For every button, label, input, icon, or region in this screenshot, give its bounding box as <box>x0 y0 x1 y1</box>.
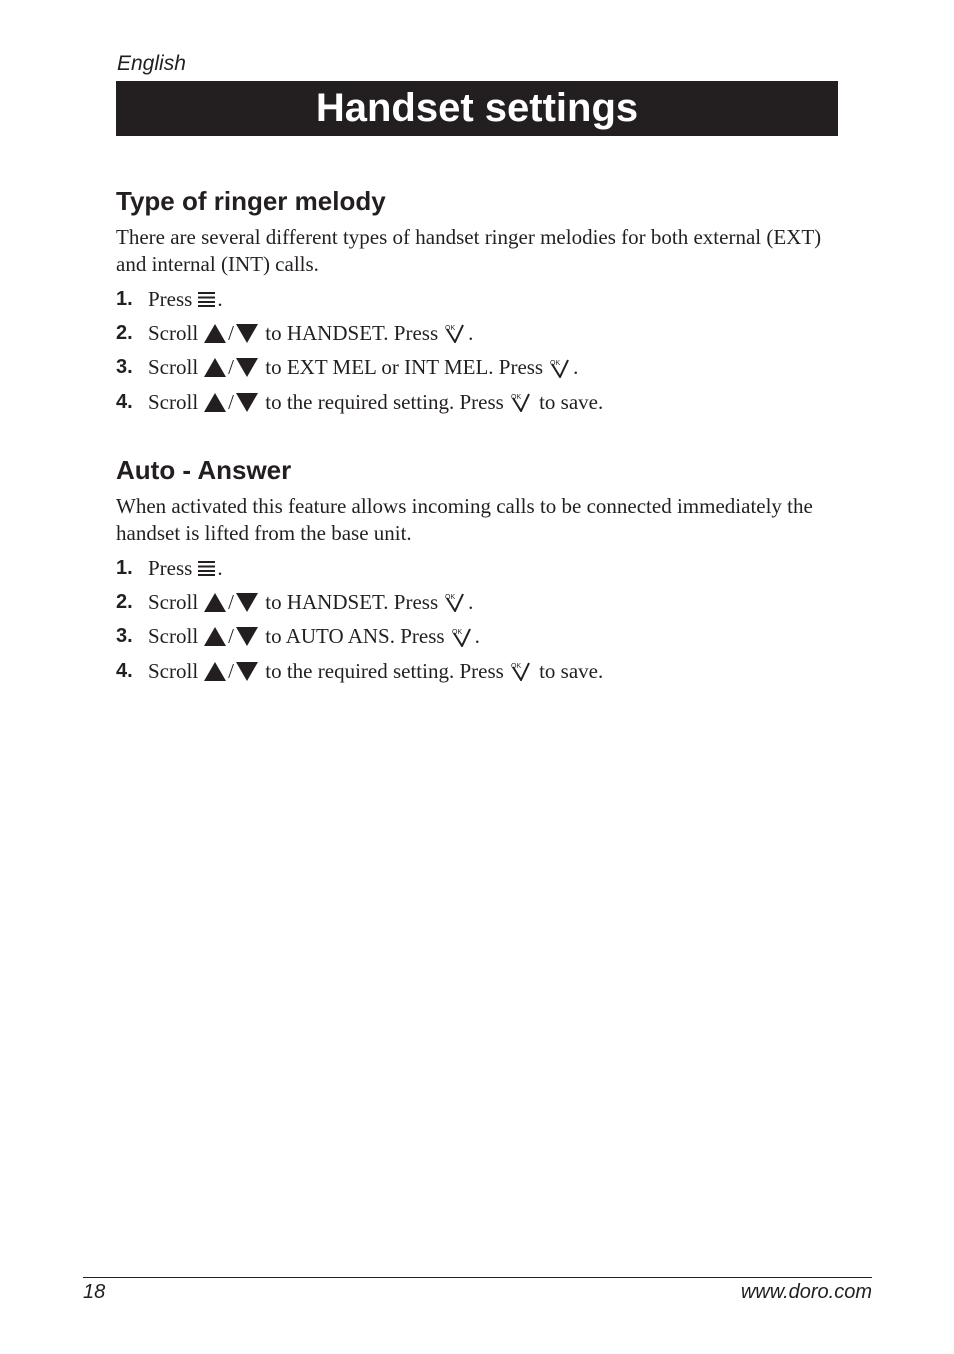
step-text: Scroll <box>148 320 199 345</box>
step-1 <box>116 282 846 316</box>
page-title: Handset settings <box>116 81 838 136</box>
arrow-separator: / <box>228 624 235 649</box>
step-text: Press <box>148 286 193 311</box>
website-link[interactable]: www.doro.com <box>740 1281 872 1303</box>
section-intro: When activated this feature allows incoming calls to be connected immediately the handset is lifted from the base unit. <box>116 494 813 545</box>
footer-divider <box>83 1277 872 1278</box>
arrow-separator: / <box>228 658 235 683</box>
svg-text:OK: OK <box>445 594 456 602</box>
step-text: . <box>217 286 223 311</box>
step-text: to save. <box>539 658 604 683</box>
step-text: to HANDSET. Press <box>265 320 439 345</box>
menu-icon <box>198 560 215 576</box>
page-number: 18 <box>83 1281 106 1303</box>
up-arrow-icon <box>204 324 226 343</box>
language-label: English <box>117 52 186 75</box>
up-arrow-icon <box>204 358 226 377</box>
section-ringer-melody <box>116 184 846 419</box>
step-3 <box>116 620 846 654</box>
step-text: . <box>217 555 223 580</box>
svg-text:OK: OK <box>510 394 521 402</box>
arrow-separator: / <box>228 320 235 345</box>
step-text: Press <box>148 555 193 580</box>
up-arrow-icon <box>204 627 226 646</box>
step-number: 3. <box>116 625 133 648</box>
down-arrow-icon <box>236 358 258 377</box>
step-3 <box>116 351 846 385</box>
svg-text:OK: OK <box>451 628 462 636</box>
ok-icon <box>444 323 466 343</box>
step-number: 3. <box>116 356 133 379</box>
up-arrow-icon <box>204 393 226 412</box>
step-number: 1. <box>116 287 133 310</box>
ok-icon <box>444 592 466 612</box>
step-text: . <box>573 355 579 380</box>
section-heading: Auto - Answer <box>116 455 292 485</box>
step-text: to save. <box>539 389 604 414</box>
step-number: 4. <box>116 659 133 682</box>
step-text: to HANDSET. Press <box>265 589 439 614</box>
step-4 <box>116 654 846 688</box>
section-heading: Type of ringer melody <box>116 186 386 216</box>
step-text: to EXT MEL or INT MEL. Press <box>265 355 544 380</box>
step-text: to the required setting. Press <box>265 389 504 414</box>
step-1 <box>116 551 846 585</box>
svg-text:OK: OK <box>550 359 561 367</box>
svg-text:OK: OK <box>445 325 456 333</box>
section-auto-answer <box>116 453 846 688</box>
step-text: to AUTO ANS. Press <box>265 624 445 649</box>
ok-icon <box>549 358 571 378</box>
step-text: . <box>468 320 474 345</box>
down-arrow-icon <box>236 324 258 343</box>
step-text: Scroll <box>148 589 199 614</box>
menu-icon <box>198 291 215 307</box>
step-number: 2. <box>116 321 133 344</box>
step-2 <box>116 316 846 350</box>
step-text: Scroll <box>148 658 199 683</box>
step-text: Scroll <box>148 355 199 380</box>
step-2 <box>116 585 846 619</box>
ok-icon <box>451 627 473 647</box>
steps-list <box>116 282 846 419</box>
down-arrow-icon <box>236 627 258 646</box>
down-arrow-icon <box>236 662 258 681</box>
step-number: 1. <box>116 556 133 579</box>
arrow-separator: / <box>228 589 235 614</box>
ok-icon <box>510 392 532 412</box>
down-arrow-icon <box>236 393 258 412</box>
step-text: to the required setting. Press <box>265 658 504 683</box>
step-number: 2. <box>116 590 133 613</box>
step-text: . <box>474 624 480 649</box>
step-text: Scroll <box>148 624 199 649</box>
up-arrow-icon <box>204 593 226 612</box>
arrow-separator: / <box>228 355 235 380</box>
section-intro: There are several different types of handset ringer melodies for both external (EXT) and internal (INT) calls. <box>116 225 822 276</box>
step-text: . <box>468 589 474 614</box>
step-text: Scroll <box>148 389 199 414</box>
arrow-separator: / <box>228 389 235 414</box>
steps-list <box>116 551 846 688</box>
ok-icon <box>510 661 532 681</box>
down-arrow-icon <box>236 593 258 612</box>
step-4 <box>116 385 846 419</box>
step-number: 4. <box>116 390 133 413</box>
up-arrow-icon <box>204 662 226 681</box>
svg-text:OK: OK <box>510 663 521 671</box>
